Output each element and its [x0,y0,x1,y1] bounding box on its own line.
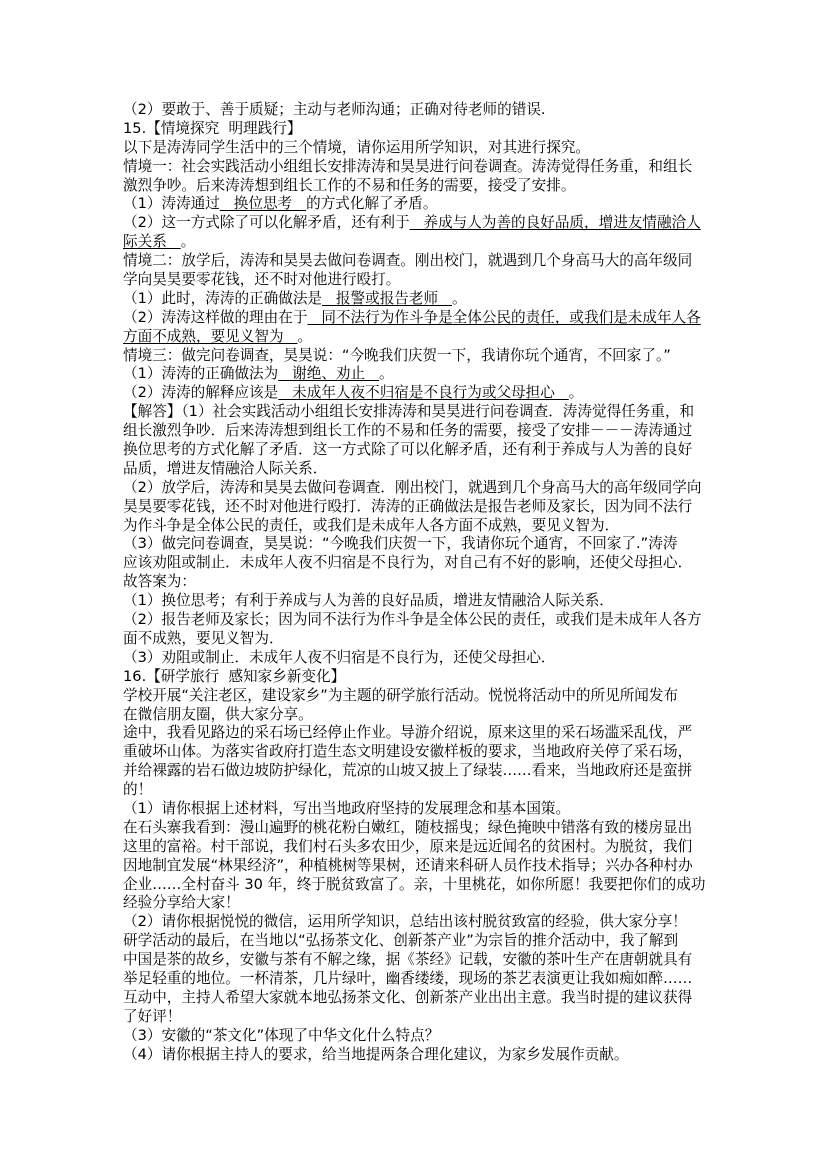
text-segment: （3）劝阻或制止．未成年人夜不归宿是不良行为，还使父母担心． [123,648,556,666]
text-segment: 研学活动的最后，在当地以“弘扬茶文化、创新茶产业”为宗旨的推介活动中，我了解到 [123,932,679,950]
text-segment: 学向昊昊要零花钱，还不时对他进行殴打。 [123,271,401,289]
text-segment: 因地制宜发展“林果经济”，种植桃树等果树，还请来科研人员作技术指导；兴办各种村办 [123,856,693,874]
text-segment: 。 [452,289,467,307]
text-segment: 面不成熟，要见义智为． [123,629,284,647]
text-line [123,970,713,989]
text-line [123,668,713,687]
document-body [123,101,713,1064]
text-line [123,233,713,252]
text-segment: （1）换位思考；有利于养成与人为善的良好品质，增进友情融洽人际关系． [123,592,614,610]
text-segment: （1）此时，涛涛的正确做法是 [123,289,323,307]
text-line [123,479,713,498]
text-line [123,1046,713,1065]
answer-blank: 方面不成熟，要见义智为 [123,327,298,345]
text-line [123,365,713,384]
text-segment: 的方式化解了矛盾。 [306,195,438,213]
text-segment: （1）请你根据上述材料，写出当地政府坚持的发展理念和基本国策。 [123,799,571,817]
answer-blank: 报警或报告老师 [322,289,453,307]
text-segment: （2）涛涛这样做的理由在于 [123,308,308,326]
text-segment: 中国是茶的故乡，安徽与茶有不解之缘，据《茶经》记载，安徽的茶叶生产在唐朝就具有 [123,951,693,969]
text-line [123,554,713,573]
answer-blank: 养成与人为善的良好品质，增进友情融洽人 [409,214,701,232]
text-segment: 并给裸露的岩石做边坡防护绿化，荒凉的山坡又披上了绿装……看来，当地政府还是蛮拼 [123,762,693,780]
text-line [123,328,713,347]
text-line [123,441,713,460]
text-line [123,271,713,290]
text-line [123,649,713,668]
text-line [123,252,713,271]
text-line [123,460,713,479]
text-line [123,951,713,970]
text-line [123,214,713,233]
text-line [123,706,713,725]
text-line [123,611,713,630]
text-line [123,724,713,743]
text-line [123,1027,713,1046]
text-segment: 在微信朋友圈，供大家分享。 [123,705,313,723]
text-line [123,1008,713,1027]
text-line [123,762,713,781]
text-line [123,422,713,441]
text-segment: （2）涛涛的解释应该是 [123,384,279,402]
text-segment: （2）这一方式除了可以化解矛盾，还有利于 [123,214,410,232]
text-segment: 激烈争吵。后来涛涛想到组长工作的不易和任务的需要，接受了安排。 [123,176,576,194]
text-line [123,195,713,214]
text-line [123,913,713,932]
text-line [123,857,713,876]
text-line [123,630,713,649]
answer-blank: 同不法行为作斗争是全体公民的责任，或我们是未成年人各 [307,308,701,326]
text-segment: 经验分享给大家！ [123,894,240,912]
text-segment: 情境一：社会实践活动小组组长安排涛涛和昊昊进行问卷调查。涛涛觉得任务重，和组长 [123,157,693,175]
text-segment: 。 [297,327,313,345]
answer-blank: 际关系 [123,233,181,251]
text-segment: 的！ [123,781,153,799]
text-line [123,800,713,819]
text-segment: 企业……全村奋斗 30 年，终于脱贫致富了。亲，十里桃花，如你所愿！我要把你们的成功 [123,875,706,893]
text-line [123,781,713,800]
text-segment: （2）请你根据悦悦的微信，运用所学知识，总结出该村脱贫致富的经验，供大家分享！ [123,913,687,931]
text-segment: 了好评！ [123,1007,182,1025]
text-line [123,177,713,196]
text-line [123,120,713,139]
text-segment: 。 [568,384,584,402]
text-line [123,819,713,838]
text-line [123,894,713,913]
answer-blank: 谢绝、劝止 [278,365,380,383]
text-segment: 。 [180,233,196,251]
text-segment: 品质，增进友情融洽人际关系． [123,459,328,477]
text-segment: （1）涛涛通过 [123,195,220,213]
text-segment: 互动中，主持人希望大家就本地弘扬茶文化、创新茶产业出出主意。我当时提的建议获得 [123,988,693,1006]
text-line [123,403,713,422]
text-segment: 昊昊要零花钱，还不时对他进行殴打．涛涛的正确做法是报告老师及家长，因为同不法行 [123,497,693,515]
text-segment: （3）做完问卷调查，昊昊说：“今晚我们庆贺一下，我请你玩个通宵，不回家了.”涛涛 [123,535,678,553]
answer-blank: 未成年人夜不归宿是不良行为或父母担心 [278,384,569,402]
text-segment: 。 [379,365,394,383]
text-line [123,384,713,403]
text-line [123,989,713,1008]
text-segment: 故答案为： [123,573,196,591]
text-segment: 组长激烈争吵．后来涛涛想到组长工作的不易和任务的需要，接受了安排－－－涛涛通过 [123,422,693,440]
answer-blank: 换位思考 [219,195,307,213]
text-line [123,101,713,120]
text-segment: 重破坏山体。为落实省政府打造生态文明建设安徽样板的要求，当地政府关停了采石场， [123,743,693,761]
text-segment: 情境二：放学后，涛涛和昊昊去做问卷调查。刚出校门，就遇到几个身高马大的高年级同 [123,252,693,270]
text-line [123,139,713,158]
text-line [123,838,713,857]
text-line [123,573,713,592]
text-line [123,309,713,328]
text-segment: 15.【情境探究 明理践行】 [123,119,302,137]
text-segment: （2）要敢于、善于质疑；主动与老师沟通；正确对待老师的错误. [123,101,546,118]
text-segment: 为作斗争是全体公民的责任，或我们是未成年人各方面不成熟，要见义智为． [123,516,620,534]
text-line [123,498,713,517]
text-segment: （1）涛涛的正确做法为 [123,365,279,383]
text-segment: 途中，我看见路边的采石场已经停止作业。导游介绍说，原来这里的采石场滥采乱伐，严 [123,724,693,742]
text-segment: （4）请你根据主持人的要求，给当地提两条合理化建议，为家乡发展作贡献。 [123,1045,629,1063]
text-segment: 【解答】（1）社会实践活动小组组长安排涛涛和昊昊进行问卷调查．涛涛觉得任务重，和 [123,403,695,421]
text-segment: 举足轻重的地位。一杯清茶，几片绿叶，幽香缕缕，现场的茶艺表演更让我如痴如醉…… [123,969,693,987]
text-line [123,932,713,951]
text-segment: 这里的富裕。村干部说，我们村石头多农田少，原来是远近闻名的贫困村。为脱贫，我们 [123,837,693,855]
text-segment: 情境三：做完问卷调查，昊昊说：“今晚我们庆贺一下，我请你玩个通宵，不回家了。” [123,346,671,364]
text-segment: 换位思考的方式化解了矛盾．这一方式除了可以化解矛盾，还有利于养成与人为善的良好 [123,441,693,459]
text-line [123,158,713,177]
text-segment: 学校开展“关注老区，建设家乡”为主题的研学旅行活动。悦悦将活动中的所见所闻发布 [123,686,679,704]
text-line [123,687,713,706]
text-segment: （3）安徽的“茶文化”体现了中华文化什么特点？ [123,1026,440,1044]
text-segment: 在石头寨我看到：漫山遍野的桃花粉白嫩红，随枝摇曳；绿色掩映中错落有致的楼房显出 [123,818,693,836]
text-line [123,535,713,554]
text-segment: 以下是涛涛同学生活中的三个情境，请你运用所学知识，对其进行探究。 [123,138,591,156]
text-segment: 应该劝阻或制止．未成年人夜不归宿是不良行为，对自己有不好的影响，还使父母担心． [123,554,693,572]
text-line [123,592,713,611]
text-segment: （2）放学后，涛涛和昊昊去做问卷调查．刚出校门，就遇到几个身高马大的高年级同学向 [123,478,702,496]
text-line [123,876,713,895]
text-line [123,743,713,762]
text-line [123,347,713,366]
text-segment: （2）报告老师及家长；因为同不法行为作斗争是全体公民的责任，或我们是未成年人各方 [123,611,702,629]
text-line [123,517,713,536]
text-segment: 16.【研学旅行 感知家乡新变化】 [123,667,346,685]
text-line [123,290,713,309]
